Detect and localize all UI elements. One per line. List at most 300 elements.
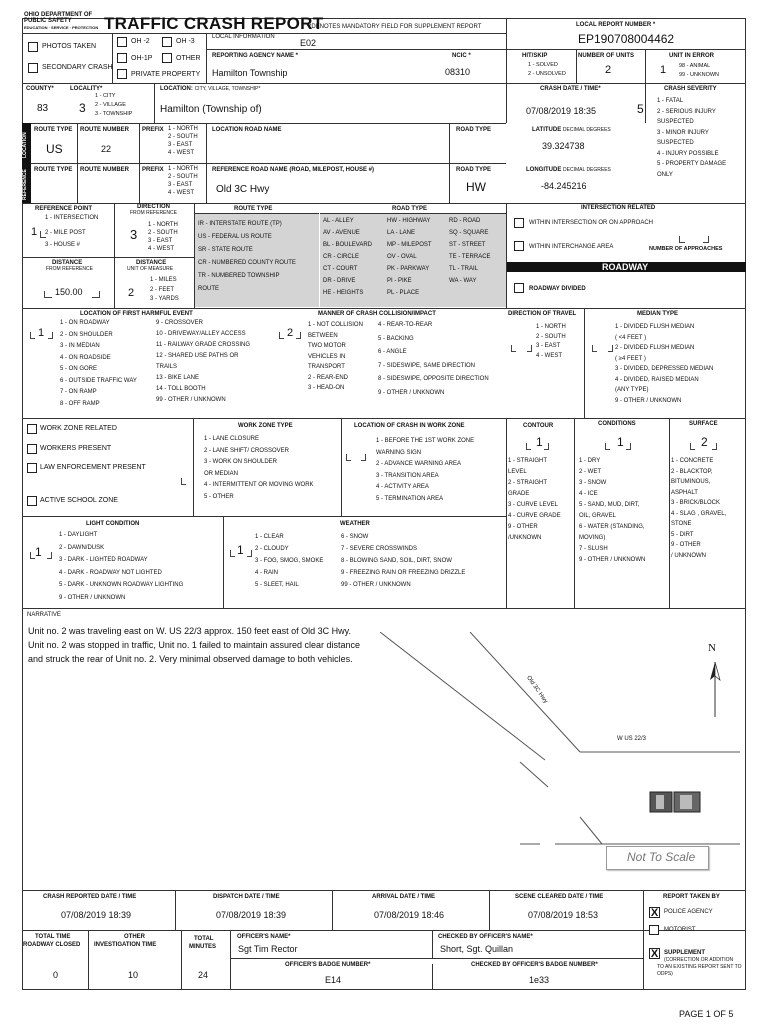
unit-value: 2 xyxy=(128,287,135,299)
contour-item: 9 - OTHER xyxy=(508,524,538,530)
median-type-item: 1 - DIVIDED FLUSH MEDIAN xyxy=(615,324,695,330)
manner-item: 1 - NOT COLLISION xyxy=(308,322,363,328)
harmful-event-item: TRAILS xyxy=(156,364,178,370)
route-type-item: TR - NUMBERED TOWNSHIP xyxy=(198,273,280,279)
total-time-label-2: ROADWAY CLOSED xyxy=(23,942,81,948)
weather-item: 7 - SEVERE CROSSWINDS xyxy=(341,546,418,552)
logo-text: OHIO DEPARTMENT OF PUBLIC SAFETY xyxy=(24,12,93,25)
weather-item: 2 - CLOUDY xyxy=(255,546,289,552)
road-type-item: AL - ALLEY xyxy=(323,218,354,224)
harmful-event-item: 7 - ON RAMP xyxy=(60,389,97,395)
badge-label: OFFICER'S BADGE NUMBER* xyxy=(285,962,371,968)
ncic-label: NCIC * xyxy=(452,53,471,59)
total-time-label-1: TOTAL TIME xyxy=(35,934,71,940)
median-type-item: ( ≥4 FEET ) xyxy=(615,355,646,362)
secondary-crash-checkbox[interactable] xyxy=(28,63,38,73)
condition-item: 5 - SAND, MUD, DIRT, xyxy=(579,502,640,508)
severity-option-item: 5 - PROPERTY DAMAGE xyxy=(657,161,727,167)
harmful-event-item: 9 - CROSSOVER xyxy=(156,320,204,326)
checked-label: CHECKED BY OFFICER'S NAME* xyxy=(438,934,533,940)
road-type-item: DR - DRIVE xyxy=(323,278,356,284)
prefix-label: PREFIX xyxy=(142,127,164,133)
total-label-2: MINUTES xyxy=(189,944,216,950)
prefix-opt3: 3 - EAST xyxy=(168,142,193,148)
surface-item: 5 - DIRT xyxy=(671,531,694,538)
narrative-line-2: Unit no. 2 was stopped in traffic, Unit no. 1 failed to maintain assured clear distance xyxy=(28,640,361,650)
unit-in-error-value: 1 xyxy=(660,64,667,76)
distance-value: 150.00 xyxy=(55,287,83,297)
road-type-item: HW - HIGHWAY xyxy=(387,218,431,224)
locality-value: 3 xyxy=(79,101,86,115)
surface-item: ASPHALT xyxy=(671,489,698,496)
county-label: COUNTY* xyxy=(26,86,54,92)
direction-of-travel-item: 3 - EAST xyxy=(536,343,561,349)
condition-item: 7 - SLUSH xyxy=(579,546,608,552)
refpoint-value: 1 xyxy=(31,226,38,238)
condition-item: 9 - OTHER / UNKNOWN xyxy=(579,557,646,563)
logo-sub: EDUCATION · SERVICE · PROTECTION xyxy=(24,24,99,30)
other-label: OTHER xyxy=(176,55,201,62)
severity-option-item: 1 - FATAL xyxy=(657,98,684,104)
reported-value: 07/08/2019 18:39 xyxy=(61,910,132,920)
location-label-text: LOCATION: xyxy=(160,86,193,92)
ref-prefix-opt1: 1 - NORTH xyxy=(168,166,198,172)
location-hint: CITY, VILLAGE, TOWNSHIP* xyxy=(194,86,261,92)
manner-item: 7 - SIDESWIPE, SAME DIRECTION xyxy=(378,362,476,369)
contour-item: /UNKNOWN xyxy=(508,535,542,541)
oh1p-checkbox[interactable] xyxy=(117,53,127,63)
condition-item: MOVING) xyxy=(579,535,606,541)
condition-item: 4 - ICE xyxy=(579,491,598,497)
road-type-item: OV - OVAL xyxy=(387,254,417,260)
active-school-label: ACTIVE SCHOOL ZONE xyxy=(40,497,118,504)
weather-item: 6 - SNOW xyxy=(341,534,369,540)
approaches-label: NUMBER OF APPROACHES xyxy=(649,246,723,252)
weather-item: 1 - CLEAR xyxy=(255,534,284,540)
ref-prefix-label: PREFIX xyxy=(142,167,164,173)
unit-sub: UNIT OF MEASURE xyxy=(127,266,174,272)
dispatch-label: DISPATCH DATE / TIME xyxy=(213,894,280,900)
work-zone-location-item: WARNING SIGN xyxy=(376,449,422,456)
refpoint-opt2: 2 - MILE POST xyxy=(45,230,86,236)
other-checkbox[interactable] xyxy=(162,53,172,63)
unit-in-error-opt2: 99 - UNKNOWN xyxy=(679,72,720,78)
manner-item: 6 - ANGLE xyxy=(378,349,407,355)
work-zone-location-item: 1 - BEFORE THE 1ST WORK ZONE xyxy=(376,438,475,444)
weather-item: 3 - FOG, SMOG, SMOKE xyxy=(255,558,324,564)
within-interchange-checkbox[interactable] xyxy=(514,241,524,251)
surface-item: 3 - BRICK/BLOCK xyxy=(671,500,721,506)
private-property-label: PRIVATE PROPERTY xyxy=(131,71,201,78)
motorist-checkbox[interactable] xyxy=(649,925,659,935)
cleared-label: SCENE CLEARED DATE / TIME xyxy=(515,894,604,900)
weather-item: 99 - OTHER / UNKNOWN xyxy=(341,582,411,588)
road-type-item: BL - BOULEVARD xyxy=(323,242,373,248)
work-zone-location-item: 4 - ACTIVITY AREA xyxy=(376,484,429,490)
within-intersection-label: WITHIN INTERSECTION OR ON APPROACH xyxy=(529,220,654,226)
ref-route-type-label: ROUTE TYPE xyxy=(34,167,73,173)
weather-item: 5 - SLEET, HAIL xyxy=(255,582,299,588)
condition-item: 6 - WATER (STANDING, xyxy=(579,524,645,530)
unit-label: DISTANCE xyxy=(136,260,167,266)
surface-value: 2 xyxy=(701,435,708,449)
ohio-dps-logo xyxy=(24,12,104,31)
other-label-1: OTHER xyxy=(124,934,145,940)
badge-value: E14 xyxy=(325,975,342,985)
narrative-label: NARRATIVE xyxy=(27,612,61,618)
supplement-note-3: ODPS) xyxy=(657,971,673,977)
locality-opt1: 1 - CITY xyxy=(95,93,116,99)
contour-label: CONTOUR xyxy=(523,423,554,429)
direction-value: 3 xyxy=(130,227,138,242)
local-report-number: EP190708004462 xyxy=(578,32,675,46)
severity-label: CRASH SEVERITY xyxy=(664,86,717,92)
report-title: TRAFFIC CRASH REPORT xyxy=(104,14,324,33)
severity-option-item: 4 - INJURY POSSIBLE xyxy=(657,150,719,157)
number-of-units-label: NUMBER OF UNITS xyxy=(578,53,634,59)
road-type-item: WA - WAY xyxy=(449,278,477,284)
harmful-event-item: 6 - OUTSIDE TRAFFIC WAY xyxy=(60,377,137,384)
direction-of-travel-item: 1 - NORTH xyxy=(536,324,566,330)
harmful-event-item: 10 - DRIVEWAY/ALLEY ACCESS xyxy=(156,331,246,337)
hit-skip-label: HIT/SKIP xyxy=(522,53,548,59)
old-3c-road-edge-right xyxy=(470,632,580,752)
roadway-divided-checkbox[interactable] xyxy=(514,283,524,293)
oh2-checkbox[interactable] xyxy=(117,37,127,47)
conditions-label: CONDITIONS xyxy=(598,421,636,427)
reported-label: CRASH REPORTED DATE / TIME xyxy=(43,894,137,900)
work-zone-location-item: 5 - TERMINATION AREA xyxy=(376,495,444,502)
unit-opt2: 2 - FEET xyxy=(150,287,175,293)
light-condition-item: 3 - DARK - LIGHTED ROADWAY xyxy=(59,557,148,563)
direction-opt3: 3 - EAST xyxy=(148,238,173,244)
contour-item: LEVEL xyxy=(508,469,527,475)
manner-item: 3 - HEAD-ON xyxy=(308,385,345,391)
police-agency-label: POLICE AGENCY xyxy=(664,909,713,915)
total-label-1: TOTAL xyxy=(194,936,214,942)
road-edge-diagonal-lower-2 xyxy=(580,817,602,844)
direction-opt1: 1 - NORTH xyxy=(148,222,178,228)
refpoint-opt1: 1 - INTERSECTION xyxy=(45,215,99,221)
route-type-item: ROUTE xyxy=(198,286,219,292)
surface-label: SURFACE xyxy=(689,421,718,427)
severity-option-item: 3 - MINOR INJURY xyxy=(657,129,709,136)
local-information-label: LOCAL INFORMATION xyxy=(212,34,275,40)
road-type-item: ST - STREET xyxy=(449,242,486,248)
location-route-number: 22 xyxy=(101,144,112,154)
median-type-item: 4 - DIVIDED, RAISED MEDIAN xyxy=(615,376,699,383)
median-type-item: ( <4 FEET ) xyxy=(615,334,647,341)
latitude-dd: DECIMAL DEGREES xyxy=(562,127,611,133)
weather-item: 9 - FREEZING RAIN OR FREEZING DRIZZLE xyxy=(341,570,466,576)
road-type-item: AV - AVENUE xyxy=(323,230,360,236)
oh2-label: OH -2 xyxy=(131,38,150,45)
longitude-value: -84.245216 xyxy=(541,181,587,191)
work-zone-type-item: 3 - WORK ON SHOULDER xyxy=(204,459,278,465)
hit-skip-2: 2 - UNSOLVED xyxy=(528,71,566,77)
page-number: PAGE 1 OF 5 xyxy=(679,1009,734,1019)
other-label-2: INVESTIGATION TIME xyxy=(94,942,157,948)
other-time-value: 10 xyxy=(128,970,139,980)
work-zone-type-item: OR MEDIAN xyxy=(204,470,239,477)
contour-value: 1 xyxy=(536,435,543,449)
harmful-event-item: 14 - TOLL BOOTH xyxy=(156,386,206,392)
direction-opt2: 2 - SOUTH xyxy=(148,230,178,236)
route-type-item: IR - INTERSTATE ROUTE (TP) xyxy=(198,221,282,227)
light-condition-item: 5 - DARK - UNKNOWN ROADWAY LIGHTING xyxy=(59,582,184,588)
road-type-item: CT - COURT xyxy=(323,266,358,272)
condition-item: 3 - SNOW xyxy=(579,480,607,486)
work-zone-related-label: WORK ZONE RELATED xyxy=(40,425,117,432)
old-3c-hwy-label: Old 3C Hwy xyxy=(525,675,549,705)
ref-road-name-value: Old 3C Hwy xyxy=(216,184,270,195)
ref-prefix-opt2: 2 - SOUTH xyxy=(168,174,198,180)
work-zone-type-item: 5 - OTHER xyxy=(204,493,234,500)
locality-label: LOCALITY* xyxy=(70,86,103,92)
contour-item: 4 - CURVE GRADE xyxy=(508,513,561,519)
oh3-checkbox[interactable] xyxy=(162,37,172,47)
longitude-label-text: LONGITUDE xyxy=(526,167,562,173)
route-type-item: CR - NUMBERED COUNTY ROUTE xyxy=(198,260,296,266)
refpoint-label: REFERENCE POINT xyxy=(35,206,93,212)
unit-opt1: 1 - MILES xyxy=(150,277,177,283)
arrival-label: ARRIVAL DATE / TIME xyxy=(372,894,435,900)
direction-opt4: 4 - WEST xyxy=(148,246,175,252)
road-type-item: PI - PIKE xyxy=(387,278,412,284)
hit-skip-1: 1 - SOLVED xyxy=(528,62,558,68)
unit-in-error-label: UNIT IN ERROR xyxy=(669,53,714,59)
work-zone-related-checkbox[interactable] xyxy=(27,424,37,434)
contour-item: GRADE xyxy=(508,491,530,497)
route-types-label: ROUTE TYPE xyxy=(234,206,273,212)
latitude-label-text: LATITUDE xyxy=(532,127,562,133)
ref-road-type-label: ROAD TYPE xyxy=(456,167,492,173)
light-condition-item: 1 - DAYLIGHT xyxy=(59,532,98,538)
workers-present-checkbox[interactable] xyxy=(27,444,37,454)
prefix-opt2: 2 - SOUTH xyxy=(168,134,198,140)
harmful-event-item: 8 - OFF RAMP xyxy=(60,400,100,407)
ref-prefix-opt3: 3 - EAST xyxy=(168,182,193,188)
condition-item: 1 - DRY xyxy=(579,458,601,464)
contour-item: 1 - STRAIGHT xyxy=(508,458,548,464)
work-zone-location-item: 2 - ADVANCE WARNING AREA xyxy=(376,461,462,467)
conditions-value: 1 xyxy=(617,435,624,449)
harmful-event-item: 12 - SHARED USE PATHS OR xyxy=(156,353,239,359)
active-school-checkbox[interactable] xyxy=(27,496,37,506)
manner-item: TWO MOTOR xyxy=(308,343,346,349)
surface-item: BITUMINOUS, xyxy=(671,479,711,485)
mandatory-note: *DENOTES MANDATORY FIELD FOR SUPPLEMENT REPORT xyxy=(309,24,482,30)
dispatch-value: 07/08/2019 18:39 xyxy=(216,910,287,920)
light-condition-item: 2 - DAWN/DUSK xyxy=(59,544,105,551)
light-label: LIGHT CONDITION xyxy=(86,521,140,527)
median-type-item: 9 - OTHER / UNKNOWN xyxy=(615,397,682,404)
road-type-item: PL - PLACE xyxy=(387,290,420,296)
latitude-label xyxy=(532,127,611,134)
unit-opt3: 3 - YARDS xyxy=(150,296,179,302)
severity-option-item: ONLY xyxy=(657,171,673,178)
locality-opt3: 3 - TOWNSHIP xyxy=(95,111,133,117)
ref-prefix-opt4: 4 - WEST xyxy=(168,190,195,196)
manner-item: 4 - REAR-TO-REAR xyxy=(378,322,433,328)
within-interchange-label: WITHIN INTERCHANGE AREA xyxy=(529,244,614,250)
harmful-event-item: 1 - ON ROADWAY xyxy=(60,320,110,326)
work-zone-type-label: WORK ZONE TYPE xyxy=(238,423,293,429)
private-property-checkbox[interactable] xyxy=(117,69,127,79)
surface-item: STONE xyxy=(671,521,692,527)
harmful-event-item: 4 - ON ROADSIDE xyxy=(60,354,111,361)
location-value: Hamilton (Township of) xyxy=(160,104,262,115)
road-type-item: MP - MILEPOST xyxy=(387,242,432,248)
road-type-item: TE - TERRACE xyxy=(449,254,491,260)
total-time-value: 0 xyxy=(53,970,59,980)
narrative-line-1: Unit no. 2 was traveling east on W. US 22/3 approx. 150 feet east of Old 3C Hwy. xyxy=(28,626,351,636)
harmful-event-item: 2 - ON SHOULDER xyxy=(60,331,113,338)
reference-side-label: REFERENCE xyxy=(22,169,28,200)
within-intersection-checkbox[interactable] xyxy=(514,218,524,228)
road-type-item: RD - ROAD xyxy=(449,218,481,224)
photos-taken-checkbox[interactable] xyxy=(28,42,38,52)
median-type-item: 2 - DIVIDED FLUSH MEDIAN xyxy=(615,345,695,351)
checked-badge-label: CHECKED BY OFFICER'S BADGE NUMBER* xyxy=(471,962,598,968)
direction-of-travel-item: 4 - WEST xyxy=(536,352,563,359)
median-type-item: (ANY TYPE) xyxy=(615,387,649,393)
workers-present-label: WORKERS PRESENT xyxy=(40,445,112,452)
police-agency-checkbox[interactable]: X xyxy=(650,907,659,919)
latitude-value: 39.324738 xyxy=(542,141,585,151)
manner-item: TRANSPORT xyxy=(308,364,345,370)
road-type-item: TL - TRAIL xyxy=(449,266,479,272)
local-information-value: E02 xyxy=(300,38,317,48)
road-type-item: PK - PARKWAY xyxy=(387,266,430,272)
harmful-event-item: 5 - ON GORE xyxy=(60,366,98,372)
road-type-item: CR - CIRCLE xyxy=(323,254,360,260)
weather-item: 4 - RAIN xyxy=(255,570,279,576)
oh1p-label: OH-1P xyxy=(131,55,153,62)
officer-value: Sgt Tim Rector xyxy=(238,944,298,954)
surface-item: 9 - OTHER xyxy=(671,542,701,548)
locality-opt2: 2 - VILLAGE xyxy=(95,102,126,108)
report-taken-label: REPORT TAKEN BY xyxy=(663,894,720,900)
weather-label: WEATHER xyxy=(340,521,370,527)
intersection-label: INTERSECTION RELATED xyxy=(581,205,656,211)
light-value: 1 xyxy=(35,545,42,559)
longitude-dd: DECIMAL DEGREES xyxy=(563,167,611,173)
median-type-item: 3 - DIVIDED, DEPRESSED MEDIAN xyxy=(615,366,714,372)
prefix-opt1: 1 - NORTH xyxy=(168,126,198,132)
manner-item: 5 - BACKING xyxy=(378,335,414,342)
contour-item: 2 - STRAIGHT xyxy=(508,480,548,486)
prefix-opt4: 4 - WEST xyxy=(168,150,195,156)
harmful-event-item: 99 - OTHER / UNKNOWN xyxy=(156,397,226,403)
weather-item: 8 - BLOWING SAND, SOIL, DIRT, SNOW xyxy=(341,558,452,564)
harmful-event-item: 3 - IN MEDIAN xyxy=(60,343,100,349)
supplement-note-1: (CORRECTION OR ADDITION xyxy=(664,957,734,963)
manner-item: 8 - SIDESWIPE, OPPOSITE DIRECTION xyxy=(378,376,489,382)
distance-label: DISTANCE xyxy=(52,260,83,266)
narrative-line-3: and struck the rear of Unit no. 2. Very minimal observed damage to both vehicles. xyxy=(28,654,353,664)
crash-diagram xyxy=(380,632,740,882)
manner-label: MANNER OF CRASH COLLISION/IMPACT xyxy=(318,311,436,317)
road-type-item: LA - LANE xyxy=(387,230,416,236)
manner-value: 2 xyxy=(287,327,294,339)
work-zone-type-item: 4 - INTERMITTENT OR MOVING WORK xyxy=(204,482,314,488)
ref-road-name-label: REFERENCE ROAD NAME (ROAD, MILEPOST, HOUSE #) xyxy=(212,167,375,173)
crash-date-value: 07/08/2019 18:35 xyxy=(526,106,597,116)
manner-item: BETWEEN xyxy=(308,332,338,339)
surface-item: 4 - SLAG , GRAVEL, xyxy=(671,510,727,517)
reporting-agency-value: Hamilton Township xyxy=(212,68,288,78)
light-condition-item: 9 - OTHER / UNKNOWN xyxy=(59,594,126,601)
severity-value: 5 xyxy=(637,102,644,116)
not-to-scale-label: Not To Scale xyxy=(627,850,696,864)
number-of-units-value: 2 xyxy=(605,64,612,76)
light-condition-item: 4 - DARK - ROADWAY NOT LIGHTED xyxy=(59,569,162,576)
secondary-crash-label: SECONDARY CRASH xyxy=(42,64,113,71)
surface-item: 1 - CONCRETE xyxy=(671,458,714,464)
location-route-type: US xyxy=(46,142,63,156)
harmful-event-item: 11 - RAILWAY GRADE CROSSING xyxy=(156,342,251,348)
route-type-item: US - FEDERAL US ROUTE xyxy=(198,234,272,240)
arrival-value: 07/08/2019 18:46 xyxy=(374,910,445,920)
checked-value: Short, Sgt. Quillan xyxy=(440,944,514,954)
ref-route-number-label: ROUTE NUMBER xyxy=(80,167,129,173)
officer-label: OFFICER'S NAME* xyxy=(237,934,291,940)
roadway-header: ROADWAY xyxy=(602,262,649,272)
route-number-label: ROUTE NUMBER xyxy=(80,127,129,133)
median-label: MEDIAN TYPE xyxy=(637,311,679,317)
old-3c-road-edge-left xyxy=(380,632,545,760)
location-label xyxy=(160,86,260,93)
reporting-agency-label: REPORTING AGENCY NAME * xyxy=(212,53,299,59)
local-report-label: LOCAL REPORT NUMBER * xyxy=(576,22,656,28)
work-zone-type-item: 1 - LANE CLOSURE xyxy=(204,436,260,442)
crash-date-label: CRASH DATE / TIME* xyxy=(540,86,601,92)
work-zone-location-item: 3 - TRANSITION AREA xyxy=(376,472,439,479)
surface-item: 2 - BLACKTOP, xyxy=(671,468,713,475)
severity-option-item: SUSPECTED xyxy=(657,119,694,125)
manner-item: VEHICLES IN xyxy=(308,353,346,360)
motorist-label: MOTORIST xyxy=(664,927,696,933)
oh3-label: OH -3 xyxy=(176,38,195,45)
road-type-item: SQ - SQUARE xyxy=(449,230,489,236)
road-type-item: HE - HEIGHTS xyxy=(323,290,364,296)
surface-item: / UNKNOWN xyxy=(671,552,706,559)
law-enforcement-checkbox[interactable] xyxy=(27,463,37,473)
road-types-label: ROAD TYPE xyxy=(392,206,428,212)
distance-sub: FROM REFERENCE xyxy=(46,266,93,272)
photos-taken-label: PHOTOS TAKEN xyxy=(42,43,97,50)
condition-item: OIL, GRAVEL xyxy=(579,513,616,519)
contour-item: 3 - CURVE LEVEL xyxy=(508,502,558,508)
county-value: 83 xyxy=(37,103,49,114)
longitude-label xyxy=(526,167,611,174)
manner-item: 2 - REAR-END xyxy=(308,374,349,381)
manner-item: 9 - OTHER / UNKNOWN xyxy=(378,389,445,396)
refpoint-opt3: 3 - HOUSE # xyxy=(45,242,81,248)
direction-of-travel-item: 2 - SOUTH xyxy=(536,333,566,340)
checked-badge-value: 1e33 xyxy=(529,975,550,985)
unit-1-vehicle xyxy=(650,792,672,812)
route-type-label: ROUTE TYPE xyxy=(34,127,73,133)
supplement-note-2: TO AN EXISTING REPORT SENT TO xyxy=(657,964,742,970)
severity-option-item: 2 - SERIOUS INJURY xyxy=(657,108,716,115)
unit-2-vehicle xyxy=(674,792,700,812)
location-side-label: LOCATION xyxy=(22,132,28,158)
total-minutes-value: 24 xyxy=(198,970,209,980)
work-zone-type-item: 2 - LANE SHIFT/ CROSSOVER xyxy=(204,447,290,454)
supplement-checkbox[interactable]: X xyxy=(650,948,659,960)
